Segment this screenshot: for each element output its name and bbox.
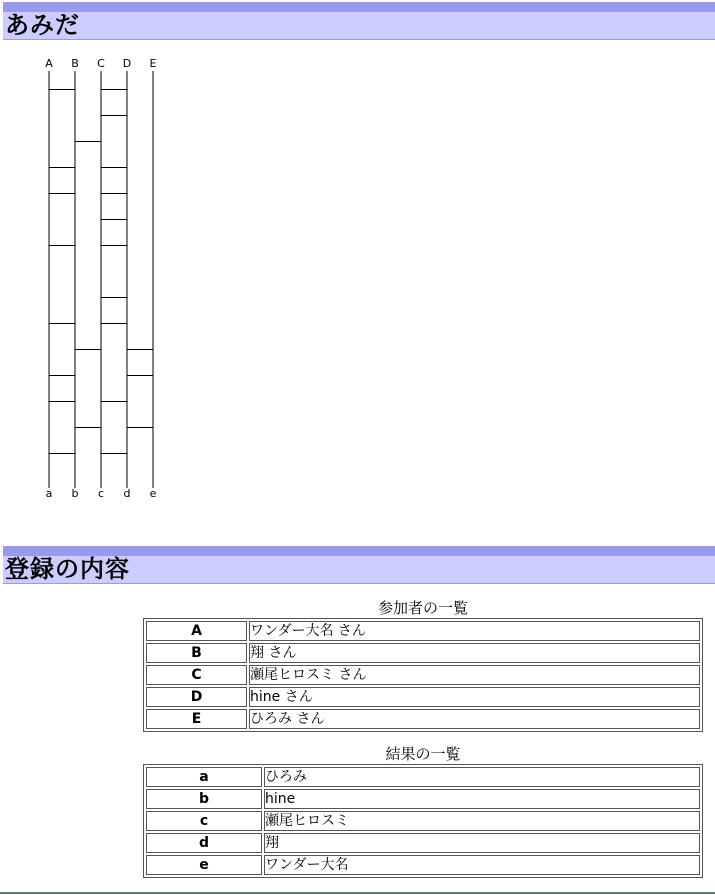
results-table <box>143 764 703 878</box>
participants-table <box>143 618 703 732</box>
table-row <box>146 789 700 809</box>
row-key: c <box>146 811 262 831</box>
table-row <box>146 855 700 875</box>
row-value: hine さん <box>249 687 700 707</box>
amida-bottom-label-a: a <box>45 487 53 500</box>
contents-heading: 登録の内容 <box>5 555 130 583</box>
row-key: b <box>146 789 262 809</box>
amida-section-header <box>3 2 715 40</box>
row-key: d <box>146 833 262 853</box>
table-row <box>146 643 700 663</box>
bottom-divider <box>0 892 715 894</box>
row-value: ひろみ さん <box>249 709 700 729</box>
table-row <box>146 665 700 685</box>
row-key: e <box>146 855 262 875</box>
amida-top-label-E: E <box>149 57 157 70</box>
row-key: B <box>146 643 247 663</box>
row-key: A <box>146 621 247 641</box>
amida-bottom-label-d: d <box>123 487 131 500</box>
amida-top-label-C: C <box>97 57 105 70</box>
row-value: 翔 さん <box>249 643 700 663</box>
amida-bottom-label-c: c <box>97 487 105 500</box>
row-key: a <box>146 767 262 787</box>
amida-bottom-label-e: e <box>149 487 157 500</box>
participants-caption: 参加者の一覧 <box>377 599 468 617</box>
amida-bottom-label-b: b <box>71 487 79 500</box>
row-value: 瀬尾ヒロスミ さん <box>249 665 700 685</box>
row-key: C <box>146 665 247 685</box>
amida-heading: あみだ <box>5 11 80 39</box>
row-value: hine <box>264 789 700 809</box>
table-row <box>146 811 700 831</box>
row-value: ワンダー大名 <box>264 855 700 875</box>
results-caption: 結果の一覧 <box>385 745 461 763</box>
row-value: ワンダー大名 さん <box>249 621 700 641</box>
row-value: 翔 <box>264 833 700 853</box>
amida-top-label-B: B <box>71 57 79 70</box>
amida-top-label-A: A <box>45 57 53 70</box>
table-row <box>146 709 700 729</box>
row-value: ひろみ <box>264 767 700 787</box>
table-row <box>146 833 700 853</box>
table-row <box>146 621 700 641</box>
row-key: D <box>146 687 247 707</box>
row-value: 瀬尾ヒロスミ <box>264 811 700 831</box>
contents-section-header <box>3 546 715 584</box>
amida-top-label-D: D <box>122 57 132 70</box>
table-row <box>146 767 700 787</box>
row-key: E <box>146 709 247 729</box>
amida-ladder-diagram <box>0 40 200 510</box>
table-row <box>146 687 700 707</box>
